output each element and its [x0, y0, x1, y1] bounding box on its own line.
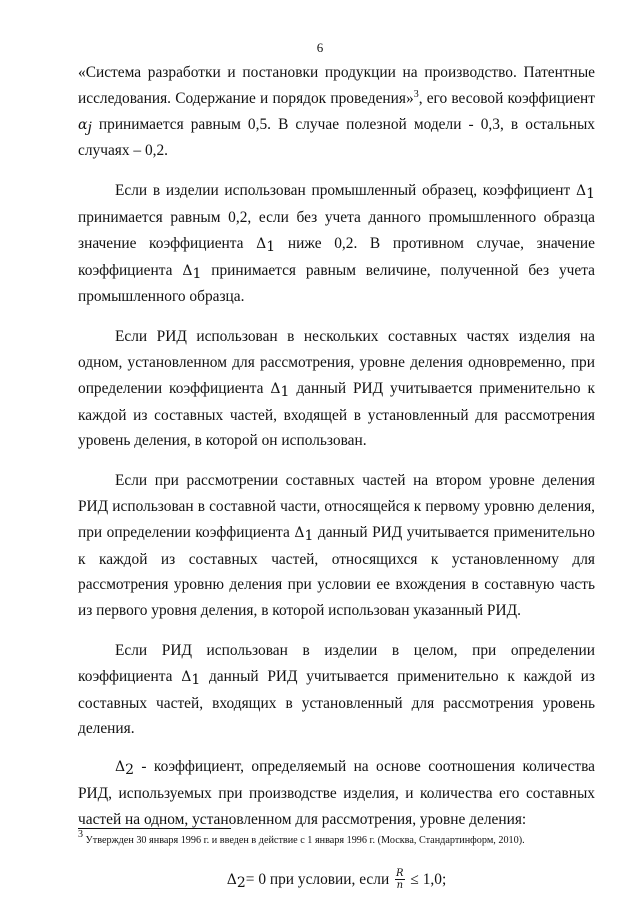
delta-subscript: 2 [125, 762, 135, 779]
text-run: Если РИД использован в нескольких составных частях изделия на одном, установленном для рассмотрения, уровне деления одновременно, при определении коэффициента [78, 328, 595, 397]
footnote-divider [78, 828, 231, 829]
delta-subscript: 2 [236, 874, 246, 891]
paragraph-2 [78, 178, 595, 310]
footnote-ref: 3 [413, 88, 419, 100]
page-number: 6 [316, 40, 324, 55]
paragraph-3 [78, 324, 595, 454]
text-run: , его весовой коэффициент [418, 89, 595, 107]
text-run: Если в изделии использован промышленный образец, коэффициент [115, 182, 576, 200]
fraction-numerator: R [396, 868, 404, 880]
text-run: принимается равным 0,5. В случае полезной модели - 0,3, в остальных случаях – 0,2. [78, 115, 595, 160]
text-run: данный РИД учитывается применительно к каждой из составных частей, относящихся к установленному для рассмотрения уровню деления при условии ее вхождения в составную часть из первого уровня деления, в которой использован указанный РИД. [78, 523, 595, 620]
document-body [78, 60, 595, 893]
text-run: принимается равным величине, полученной без учета промышленного образца. [78, 261, 595, 306]
formula-text: = 0 при условии, если [245, 870, 394, 888]
text-run: Если при рассмотрении составных частей на втором уровне деления РИД использован в составной части, относящейся к первому уровню деления, при определении коэффициента [78, 472, 595, 541]
text-run: ниже 0,2. В противном случае, значение коэффициента [78, 234, 595, 279]
delta-symbol: Δ [270, 380, 281, 397]
delta-symbol: Δ [256, 235, 267, 252]
text-run: принимается равным 0,2, если без учета данного промышленного образца значение коэффициента [78, 208, 595, 252]
text-run: данный РИД учитывается применительно к каждой из составных частей, входящей в установленный для рассмотрения уровень деления, в которой он использован. [78, 379, 595, 450]
fraction [395, 868, 405, 891]
delta-symbol: Δ [182, 262, 193, 279]
delta-symbol: Δ [294, 524, 305, 541]
footnote-mark: 3 [78, 829, 83, 840]
text-run: Если РИД использован в изделии в целом, при определении коэффициента [78, 641, 595, 685]
delta-subscript: 1 [586, 186, 595, 203]
text-run: данный РИД учитывается применительно к каждой из составных частей, входящих в установленный для рассмотрения уровень деления. [78, 667, 595, 738]
delta-subscript: 1 [266, 238, 276, 255]
delta-symbol: Δ [181, 668, 192, 685]
alpha-symbol: α [78, 116, 88, 133]
delta-symbol: Δ [226, 871, 237, 888]
delta-symbol: Δ [575, 183, 587, 200]
formula-delta2 [78, 867, 595, 894]
text-run: «Система разработки и постановки продукции на производство. Патентные исследования. Содержание и порядок проведения» [78, 64, 595, 107]
delta-subscript: 1 [191, 671, 201, 688]
footnote [78, 829, 618, 848]
footnote-text: Утвержден 30 января 1996 г. и введен в действие с 1 января 1996 г. (Москва, Стандартинформ, 2010). [83, 835, 525, 846]
paragraph-1 [78, 60, 595, 164]
paragraph-4 [78, 468, 595, 624]
delta-symbol: Δ [115, 759, 126, 776]
text-run: - коэффициент, определяемый на основе соотношения количества РИД, используемых при производстве изделия, и количества его составных частей на одном, установленном для рассмотрения, уровне деления: [78, 758, 595, 828]
paragraph-6 [78, 754, 595, 832]
formula-text: ≤ 1,0; [406, 870, 447, 888]
alpha-subscript: j [87, 119, 92, 136]
fraction-denominator: n [396, 880, 404, 892]
delta-subscript: 1 [280, 383, 290, 400]
delta-subscript: 1 [192, 265, 202, 282]
paragraph-5 [78, 638, 595, 742]
delta-subscript: 1 [304, 527, 314, 544]
